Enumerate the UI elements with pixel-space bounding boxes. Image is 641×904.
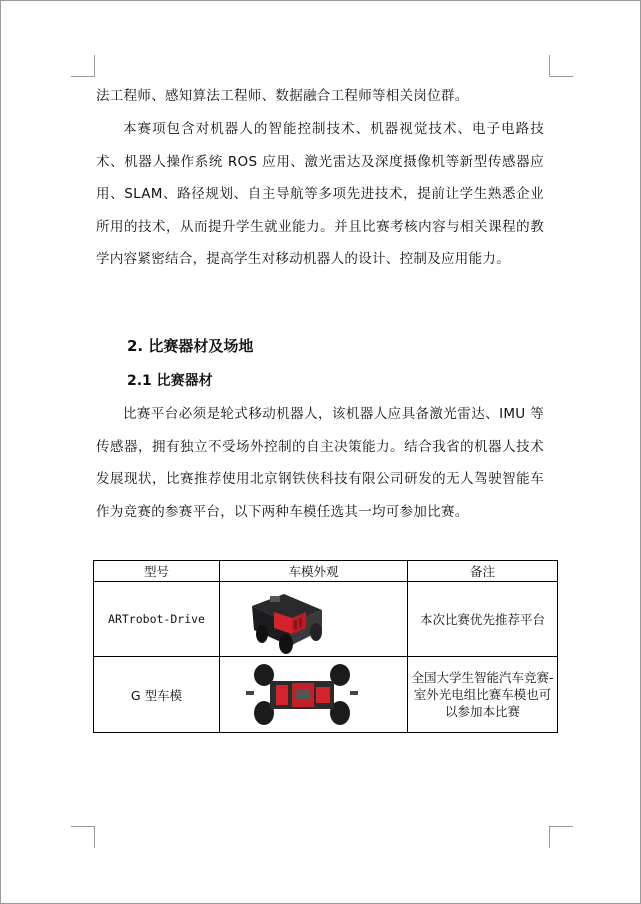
crop-mark-bottom-right-v <box>549 826 550 848</box>
crop-mark-bottom-left-h <box>71 826 95 827</box>
cell-appearance <box>220 657 408 733</box>
section-heading: 2. 比赛器材及场地 <box>127 337 254 355</box>
subsection-heading: 2.1 比赛器材 <box>127 373 213 389</box>
cell-remark: 本次比赛优先推荐平台 <box>408 582 558 657</box>
crop-mark-bottom-left-v <box>94 826 95 848</box>
crop-mark-top-right-v <box>549 55 550 77</box>
g-type-car-image <box>222 657 410 732</box>
crop-mark-bottom-right-h <box>549 826 573 827</box>
header-model: 型号 <box>94 561 220 582</box>
crop-mark-top-left-h <box>71 76 95 77</box>
crop-mark-top-right-h <box>549 76 573 77</box>
cell-model: ARTrobot-Drive <box>94 582 220 657</box>
equipment-table <box>93 560 558 733</box>
paragraph-technologies: 本赛项包含对机器人的智能控制技术、机器视觉技术、电子电路技术、机器人操作系统 ROS 应用、激光雷达及深度摄像机等新型传感器应用、SLAM、路径规划、自主导航等多项先进技术，提前让学生熟悉企业所用的技术，从而提升学生就业能力。并且比赛考核内容与相关课程的教学内容紧密结合，提高学生对移动机器人的设计、控制及应用能力。 <box>96 121 544 267</box>
cell-remark: 全国大学生智能汽车竞赛-室外光电组比赛车模也可以参加本比赛 <box>408 657 558 733</box>
crop-mark-top-left-v <box>94 55 95 77</box>
cell-appearance <box>220 582 408 657</box>
table-row <box>94 582 558 657</box>
header-remark: 备注 <box>408 561 558 582</box>
paragraph-intro-tail: 法工程师、感知算法工程师、数据融合工程师等相关岗位群。 <box>96 88 469 104</box>
table-header-row <box>94 561 558 582</box>
header-appearance: 车模外观 <box>220 561 408 582</box>
cell-model: G 型车模 <box>94 657 220 733</box>
paragraph-platform: 比赛平台必须是轮式移动机器人，该机器人应具备激光雷达、IMU 等传感器，拥有独立不受场外控制的自主决策能力。结合我省的机器人技术发展现状，比赛推荐使用北京钢铁侠科技有限公司研发的无人驾驶智能车作为竞赛的参赛平台，以下两种车模任选其一均可参加比赛。 <box>96 406 544 520</box>
artrobot-drive-car-image <box>222 582 410 656</box>
table-row <box>94 657 558 733</box>
